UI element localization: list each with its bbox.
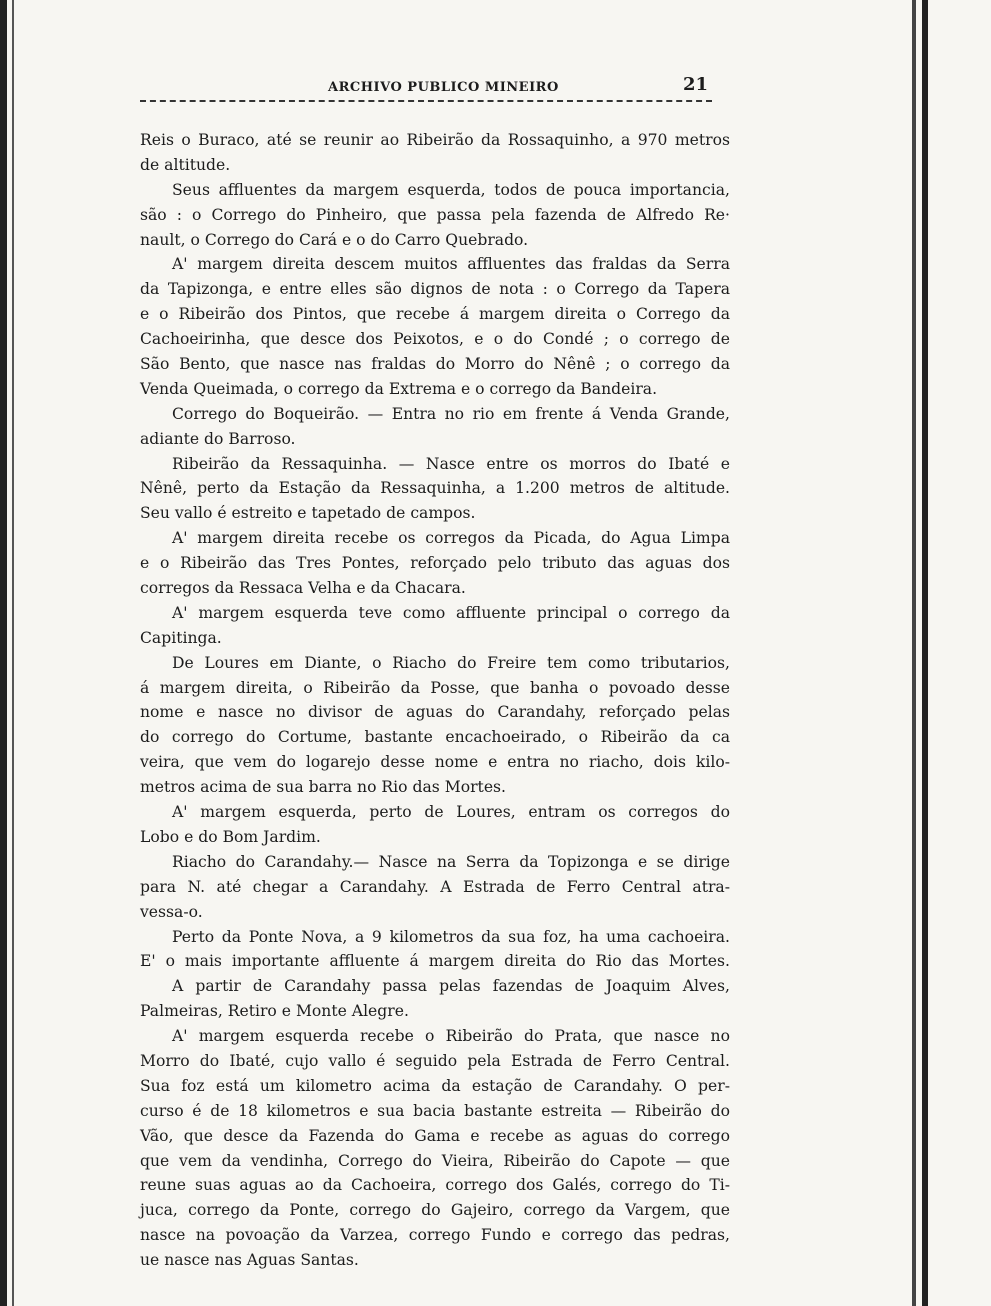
- text-line: Venda Queimada, o corrego da Extrema e o corrego da Bandeira.: [140, 379, 658, 398]
- scan-right-edge: [912, 0, 916, 1306]
- text-line: Ribeirão da Ressaquinha. — Nasce entre os morros do Ibaté e: [172, 454, 730, 473]
- scan-left-edge-line: [12, 0, 14, 1306]
- text-line: reune suas aguas ao da Cachoeira, corrego dos Galés, corrego do Ti-: [140, 1176, 730, 1195]
- page-number: 21: [682, 74, 708, 95]
- text-line: A partir de Carandahy passa pelas fazendas de Joaquim Alves,: [172, 977, 730, 996]
- text-line: nome e nasce no divisor de aguas do Carandahy, reforçado pelas: [140, 703, 730, 722]
- text-line: Capitinga.: [140, 628, 222, 647]
- text-line: De Loures em Diante, o Riacho do Freire tem como tributarios,: [172, 653, 730, 672]
- text-line: Seu vallo é estreito e tapetado de campos.: [140, 504, 476, 523]
- text-line: Reis o Buraco, até se reunir ao Ribeirão da Rossaquinho, a 970 metros: [140, 131, 730, 149]
- text-line: corregos da Ressaca Velha e da Chacara.: [140, 579, 466, 598]
- text-line: nault, o Corrego do Cará e o do Carro Quebrado.: [140, 230, 529, 249]
- text-line: A' margem direita recebe os corregos da Picada, do Agua Limpa: [172, 529, 730, 548]
- text-line: Lobo e do Bom Jardim.: [140, 827, 321, 846]
- text-line: A' margem esquerda recebe o Ribeirão do Prata, que nasce no: [172, 1027, 730, 1046]
- text-line: Palmeiras, Retiro e Monte Alegre.: [140, 1002, 409, 1021]
- text-line: Seus affluentes da margem esquerda, todos de pouca importancia,: [172, 180, 730, 199]
- text-line: A' margem esquerda teve como affluente principal o corrego da: [172, 603, 730, 622]
- text-line: adiante do Barroso.: [140, 429, 296, 448]
- text-line: E' o mais importante affluente á margem direita do Rio das Mortes.: [140, 952, 730, 971]
- text-line: metros acima de sua barra no Rio das Mortes.: [140, 778, 507, 797]
- text-line: veira, que vem do logarejo desse nome e entra no riacho, dois kilo-: [140, 753, 730, 772]
- text-line: São Bento, que nasce nas fraldas do Morro do Nênê ; o corrego da: [140, 355, 730, 374]
- text-line: Perto da Ponte Nova, a 9 kilometros da sua foz, ha uma cachoeira.: [172, 927, 730, 946]
- body-text: [140, 128, 730, 1273]
- text-line: curso é de 18 kilometros e sua bacia bastante estreita — Ribeirão do: [140, 1101, 730, 1120]
- text-line: e o Ribeirão dos Pintos, que recebe á margem direita o Corrego da: [140, 305, 730, 324]
- text-line: Vão, que desce da Fazenda do Gama e recebe as aguas do corrego: [140, 1126, 730, 1145]
- text-line: do corrego do Cortume, bastante encachoeirado, o Ribeirão da ca: [140, 728, 730, 747]
- page-header: [140, 74, 712, 104]
- text-line: e o Ribeirão das Tres Pontes, reforçado pelo tributo das aguas dos: [140, 554, 730, 573]
- text-line: juca, corrego da Ponte, corrego do Gajeiro, corrego da Vargem, que: [140, 1201, 730, 1220]
- text-line: nasce na povoação da Varzea, corrego Fundo e corrego das pedras,: [140, 1226, 730, 1245]
- header-rule: [140, 100, 712, 102]
- text-line: de altitude.: [140, 155, 231, 174]
- running-title: ARCHIVO PUBLICO MINEIRO: [328, 80, 559, 95]
- text-line: A' margem esquerda, perto de Loures, entram os corregos do: [172, 803, 730, 822]
- text-line: Riacho do Carandahy.— Nasce na Serra da Topizonga e se dirige: [172, 852, 730, 871]
- text-line: Cachoeirinha, que desce dos Peixotos, e o do Condé ; o corrego de: [140, 330, 730, 349]
- text-line: Nênê, perto da Estação da Ressaquinha, a 1.200 metros de altitude.: [140, 479, 730, 498]
- text-line: da Tapizonga, e entre elles são dignos de nota : o Corrego da Tapera: [140, 280, 730, 299]
- text-line: Sua foz está um kilometro acima da estação de Carandahy. O per-: [140, 1076, 730, 1095]
- text-line: vessa-o.: [140, 902, 203, 921]
- scan-left-edge: [0, 0, 7, 1306]
- text-line: ue nasce nas Aguas Santas.: [140, 1251, 359, 1270]
- text-line: para N. até chegar a Carandahy. A Estrada de Ferro Central atra-: [140, 877, 730, 896]
- text-line: Morro do Ibaté, cujo vallo é seguido pela Estrada de Ferro Central.: [140, 1051, 730, 1070]
- text-line: A' margem direita descem muitos affluentes das fraldas da Serra: [172, 255, 730, 274]
- text-line: á margem direita, o Ribeirão da Posse, que banha o povoado desse: [140, 678, 730, 697]
- text-line: que vem da vendinha, Corrego do Vieira, Ribeirão do Capote — que: [140, 1151, 730, 1170]
- text-line: Corrego do Boqueirão. — Entra no rio em frente á Venda Grande,: [172, 404, 730, 423]
- text-line: são : o Corrego do Pinheiro, que passa pela fazenda de Alfredo Re·: [140, 205, 730, 224]
- scan-right-edge-shadow: [922, 0, 928, 1306]
